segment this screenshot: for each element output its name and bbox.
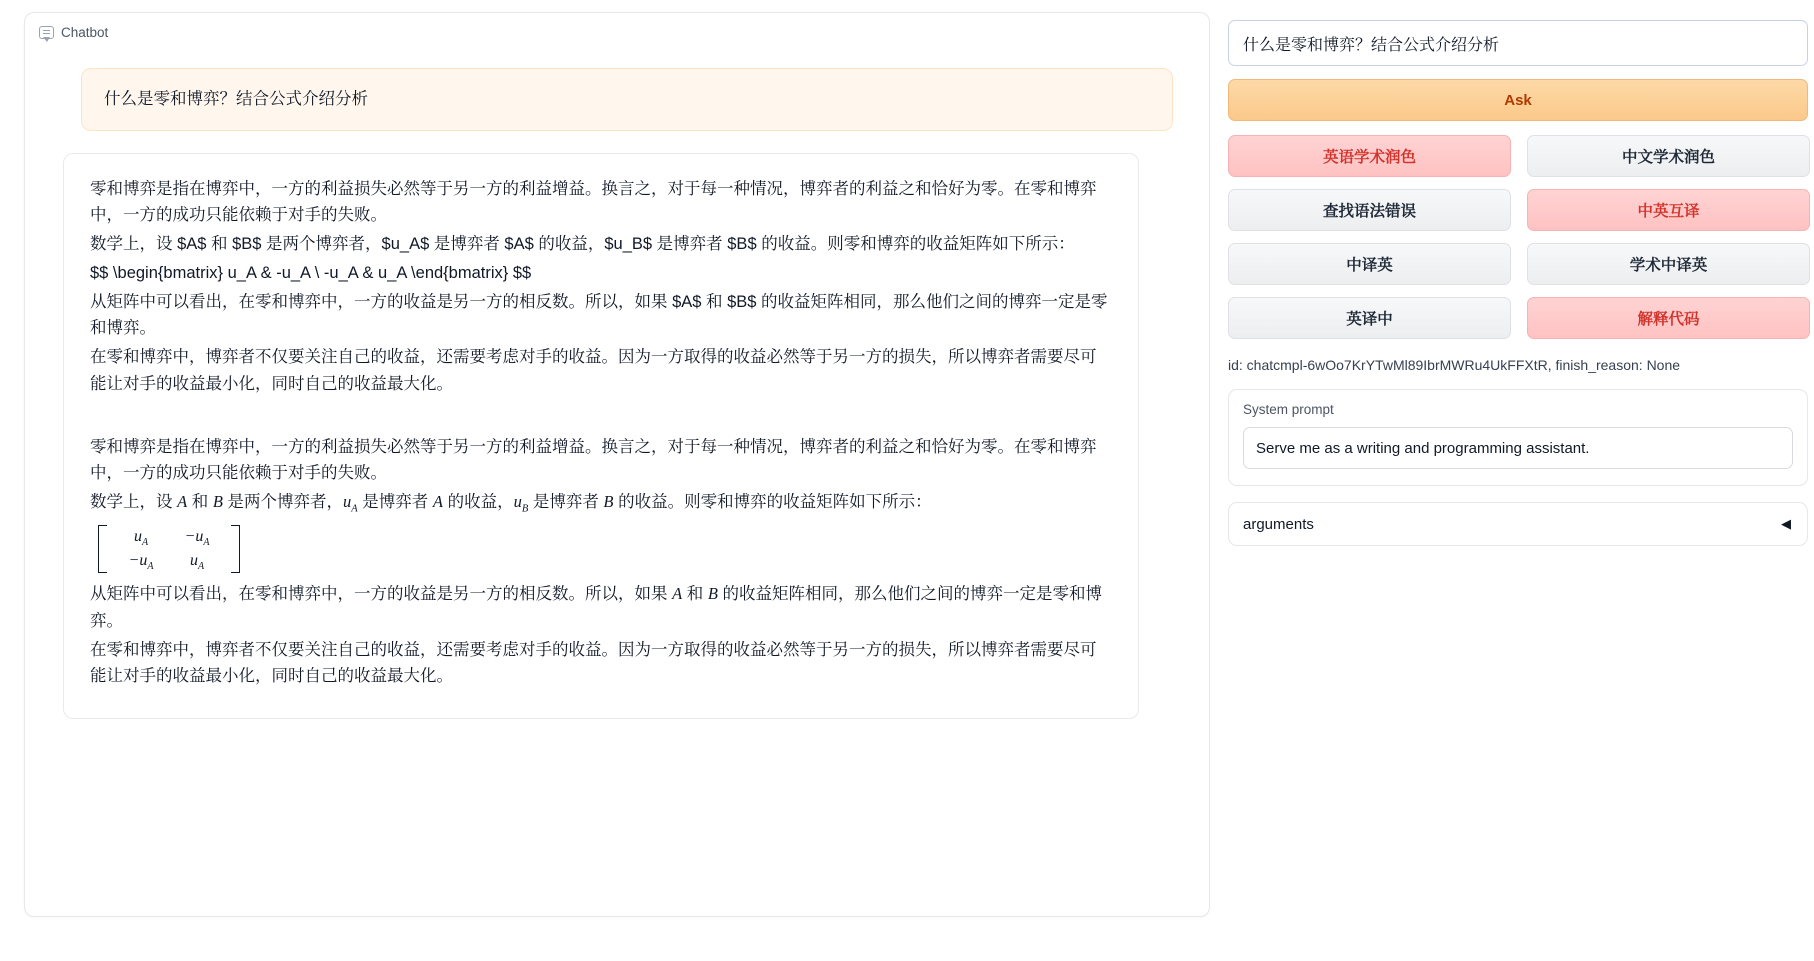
message-list (25, 44, 1209, 719)
text-frag: 和 (187, 492, 213, 511)
system-prompt-label: System prompt (1243, 402, 1334, 417)
matrix-cell-22: $u_A$ (189, 551, 205, 572)
text-frag: 是博弈者 (357, 492, 433, 511)
function-button-en-to-zh[interactable]: 英译中 (1228, 297, 1511, 339)
system-prompt-card (1228, 389, 1808, 486)
bot-raw-line-3: $$ \begin{bmatrix} u_A & -u_A \ -u_A & u_A \end{bmatrix} $$ (90, 263, 532, 282)
bot-raw-line-2: 数学上，设 $A$ 和 $B$ 是两个博弈者，$u_A$ 是博弈者 $A$ 的收益，$u_B$ 是博弈者 $B$ 的收益。则零和博弈的收益矩阵如下所示： (90, 235, 1075, 254)
function-button-grammar-check[interactable]: 查找语法错误 (1228, 189, 1511, 231)
user-message: 什么是零和博弈？结合公式介绍分析 (81, 68, 1173, 131)
text-frag: 是博弈者 (528, 492, 604, 511)
function-button-zh-to-en[interactable]: 中译英 (1228, 243, 1511, 285)
bot-rendered-line-4 (90, 581, 1112, 634)
function-button-grid (1228, 135, 1808, 339)
chevron-left-icon: ◀ (1781, 516, 1791, 531)
matrix-cell-11: $u_A$ (133, 527, 149, 548)
text-frag: 的收益。则零和博弈的收益矩阵如下所示： (613, 492, 932, 511)
sym-ub: $u_B$ (513, 491, 529, 515)
chat-column (24, 12, 1210, 961)
sym-a3: A (672, 584, 683, 604)
bot-rendered-line-5: 在零和博弈中，博弈者不仅要关注自己的收益，还需要考虑对手的收益。因为一方取得的收益必然等于另一方的损失，所以博弈者需要尽可能让对手的收益最小化，同时自己的收益最大化。 (90, 640, 1097, 686)
arguments-accordion-label: arguments (1243, 515, 1314, 533)
text-frag: 从矩阵中可以看出，在零和博弈中，一方的收益是另一方的相反数。所以，如果 (90, 585, 673, 604)
chatbot-panel-label: Chatbot (61, 25, 109, 40)
sym-b: B (212, 491, 223, 511)
bot-rendered-line-1: 零和博弈是指在博弈中，一方的利益损失必然等于另一方的利益增益。换言之，对于每一种情况，博弈者的利益之和恰好为零。在零和博弈中，一方的成功只能依赖于对手的失败。 (90, 437, 1097, 483)
sym-b2: B (603, 491, 614, 511)
control-column (1228, 12, 1808, 961)
prompt-input[interactable] (1228, 20, 1808, 66)
bracket-left-icon (98, 525, 107, 573)
sym-ua: $u_A$ (343, 491, 358, 515)
chat-bubble-icon (39, 26, 54, 39)
bot-raw-line-5: 在零和博弈中，博弈者不仅要关注自己的收益，还需要考虑对手的收益。因为一方取得的收益必然等于另一方的损失，所以博弈者需要尽可能让对手的收益最小化，同时自己的收益最大化。 (90, 348, 1097, 393)
ask-button[interactable]: Ask (1228, 79, 1808, 121)
matrix-cell-12: $-u_A$ (184, 527, 210, 548)
matrix-cells (107, 525, 231, 573)
function-button-zh-en-translate[interactable]: 中英互译 (1527, 189, 1810, 231)
text-frag: 的收益矩阵相同，那么他们之间的博弈一定是零和博弈。 (90, 585, 1103, 630)
bot-rendered-line-2 (90, 489, 1112, 517)
system-prompt-input[interactable] (1243, 427, 1793, 469)
arguments-accordion[interactable] (1228, 502, 1808, 546)
function-button-explain-code[interactable]: 解释代码 (1527, 297, 1810, 339)
bot-message (63, 153, 1139, 719)
sym-a: A (177, 491, 188, 511)
bot-raw-line-4: 从矩阵中可以看出，在零和博弈中，一方的收益是另一方的相反数。所以，如果 $A$ 和 $B$ 的收益矩阵相同，那么他们之间的博弈一定是零和博弈。 (90, 292, 1108, 338)
chatbot-header (25, 13, 1209, 44)
text-frag: 和 (682, 585, 708, 604)
status-text: id: chatcmpl-6wOo7KrYTwMl89IbrMWRu4UkFFXtR, finish_reason: None (1228, 357, 1681, 373)
function-button-english-polish[interactable]: 英语学术润色 (1228, 135, 1511, 177)
function-button-chinese-polish[interactable]: 中文学术润色 (1527, 135, 1810, 177)
sym-a2: A (432, 491, 443, 511)
chatbot-panel (24, 12, 1210, 917)
text-frag: 数学上，设 (90, 492, 178, 511)
bracket-right-icon (231, 525, 240, 573)
matrix-cell-21: $-u_A$ (128, 551, 154, 572)
message-separator (90, 400, 1112, 434)
text-frag: 是两个博弈者， (222, 492, 344, 511)
function-button-academic-zh-to-en[interactable]: 学术中译英 (1527, 243, 1810, 285)
sym-b3: B (707, 584, 718, 604)
text-frag: 的收益， (442, 492, 514, 511)
payoff-matrix (98, 523, 1112, 575)
bot-raw-line-1: 零和博弈是指在博弈中，一方的利益损失必然等于另一方的利益增益。换言之，对于每一种情况，博弈者的利益之和恰好为零。在零和博弈中，一方的成功只能依赖于对手的失败。 (90, 179, 1097, 225)
